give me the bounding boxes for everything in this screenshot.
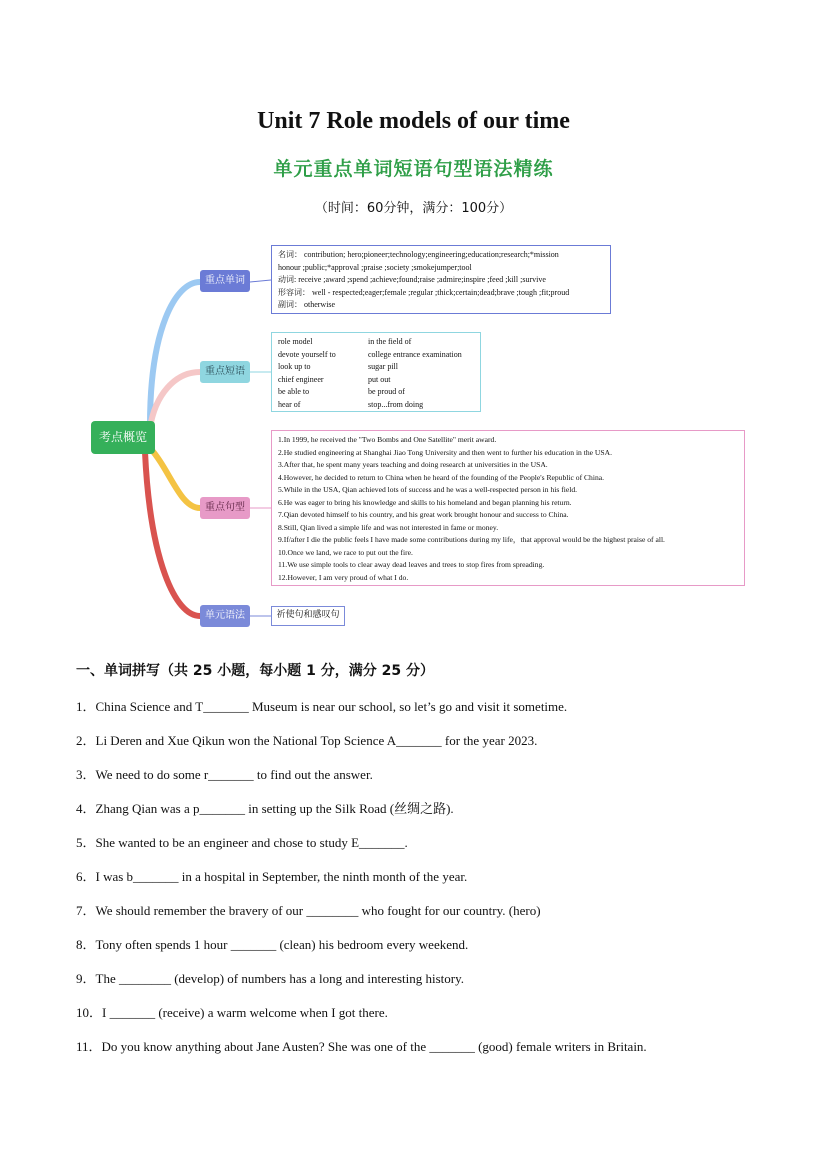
phrase-row bbox=[278, 386, 474, 399]
phrase-left: hear of bbox=[278, 399, 301, 409]
sentence-item: 11.We use simple tools to clear away dead leaves and trees to stop fires from spreading. bbox=[278, 560, 545, 569]
connector-sentences bbox=[150, 448, 200, 508]
phrase-right: sugar pill bbox=[368, 362, 398, 372]
question-item: 10．I _______ (receive) a warm welcome when I got there. bbox=[76, 1005, 388, 1020]
question-item: 2．Li Deren and Xue Qikun won the National Top Science A_______ for the year 2023. bbox=[76, 733, 538, 748]
sentence-item: 1.In 1999, he received the "Two Bombs and One Satellite" merit award. bbox=[278, 435, 497, 444]
sentence-item: 4.However, he decided to return to China when he heard of the founding of the People's Republic of China. bbox=[278, 472, 605, 482]
phrase-right: in the field of bbox=[368, 337, 412, 346]
phrase-row bbox=[278, 399, 474, 412]
question-item: 11．Do you know anything about Jane Austen? She was one of the _______ (good) female writers in Britain. bbox=[76, 1039, 647, 1054]
sentence-item: 9.If/after I die the public feels I have made some contributions during my life，that approval would be the highest praise of all. bbox=[278, 535, 665, 544]
sentence-item: 12.However, I am very proud of what I do. bbox=[278, 572, 409, 582]
question-item: 5．She wanted to be an engineer and chose to study E_______. bbox=[76, 835, 408, 850]
phrases-box bbox=[271, 332, 481, 412]
time-info: （时间：60分钟，满分：100分） bbox=[314, 201, 513, 216]
sentence-item: 2.He studied engineering at Shanghai Jiao Tong University and then went to further his education in the USA. bbox=[278, 447, 613, 457]
sentence-item: 5.While in the USA, Qian achieved lots of success and he was a well-respected person in his field. bbox=[278, 485, 578, 494]
words-nouns-cont: honour ;public;*approval ;praise ;society ;smokejumper;tool bbox=[278, 262, 472, 272]
question-item: 7．We should remember the bravery of our ________ who fought for our country. (hero) bbox=[76, 903, 541, 918]
words-adjectives: 形容词： well - respected;eager;female ;regular ;thick;certain;dead;brave ;tough ;fit;proud bbox=[278, 287, 570, 297]
branch-words: 重点单词 bbox=[200, 270, 250, 292]
words-adverbs: 副词： otherwise bbox=[278, 300, 336, 310]
branch-grammar: 单元语法 bbox=[200, 605, 250, 627]
phrase-row bbox=[278, 349, 474, 362]
sentence-item: 8.Still, Qian lived a simple life and was not interested in fame or money. bbox=[278, 522, 499, 532]
page-title: Unit 7 Role models of our time bbox=[257, 108, 570, 134]
question-item: 4．Zhang Qian was a p_______ in setting up the Silk Road (丝绸之路). bbox=[76, 801, 454, 816]
mindmap-root: 考点概览 bbox=[91, 421, 155, 454]
phrase-right: put out bbox=[368, 374, 391, 384]
sentences-box bbox=[271, 430, 745, 586]
question-item: 3．We need to do some r_______ to find out the answer. bbox=[76, 767, 373, 782]
phrase-row bbox=[278, 336, 474, 349]
words-nouns: 名词： contribution; hero;pioneer;technology;engineering;education;research;*mission bbox=[278, 250, 559, 259]
phrase-left: devote yourself to bbox=[278, 349, 336, 359]
sentence-item: 3.After that, he spent many years teaching and doing research at universities in the USA. bbox=[278, 460, 548, 469]
section-title: 一、单词拼写（共 25 小题，每小题 1 分，满分 25 分） bbox=[76, 663, 434, 679]
question-item: 9．The ________ (develop) of numbers has a long and interesting history. bbox=[76, 971, 464, 986]
phrase-row bbox=[278, 361, 474, 374]
question-item: 8．Tony often spends 1 hour _______ (clean) his bedroom every weekend. bbox=[76, 937, 469, 952]
connector-phrases bbox=[150, 372, 200, 428]
phrase-right: college entrance examination bbox=[368, 349, 462, 359]
sentence-item: 10.Once we land, we race to put out the fire. bbox=[278, 547, 413, 557]
phrase-left: be able to bbox=[278, 387, 310, 397]
phrase-right: be proud of bbox=[368, 387, 405, 397]
phrase-left: role model bbox=[278, 337, 313, 346]
question-item: 6．I was b_______ in a hospital in September, the ninth month of the year. bbox=[76, 869, 468, 884]
branch-line-words bbox=[250, 280, 271, 282]
sentence-item: 6.He was eager to bring his knowledge and skills to his homeland and began planning his return. bbox=[278, 497, 572, 507]
phrase-left: look up to bbox=[278, 362, 311, 372]
page-subtitle: 单元重点单词短语句型语法精练 bbox=[273, 158, 554, 180]
phrase-right: stop...from doing bbox=[368, 399, 424, 409]
words-verbs: 动词: receive ;award ;spend ;achieve;found;raise ;admire;inspire ;feed ;kill ;survive bbox=[278, 275, 546, 285]
phrase-row bbox=[278, 374, 474, 387]
grammar-box: 祈使句和感叹句 bbox=[271, 606, 345, 626]
branch-sentences: 重点句型 bbox=[200, 497, 250, 519]
words-box bbox=[271, 245, 611, 314]
question-item: 1．China Science and T_______ Museum is near our school, so let’s go and visit it sometime. bbox=[76, 699, 568, 714]
phrase-left: chief engineer bbox=[278, 374, 324, 384]
branch-phrases: 重点短语 bbox=[200, 361, 250, 383]
sentence-item: 7.Qian devoted himself to his country, and his great work brought honour and success to China. bbox=[278, 510, 569, 519]
